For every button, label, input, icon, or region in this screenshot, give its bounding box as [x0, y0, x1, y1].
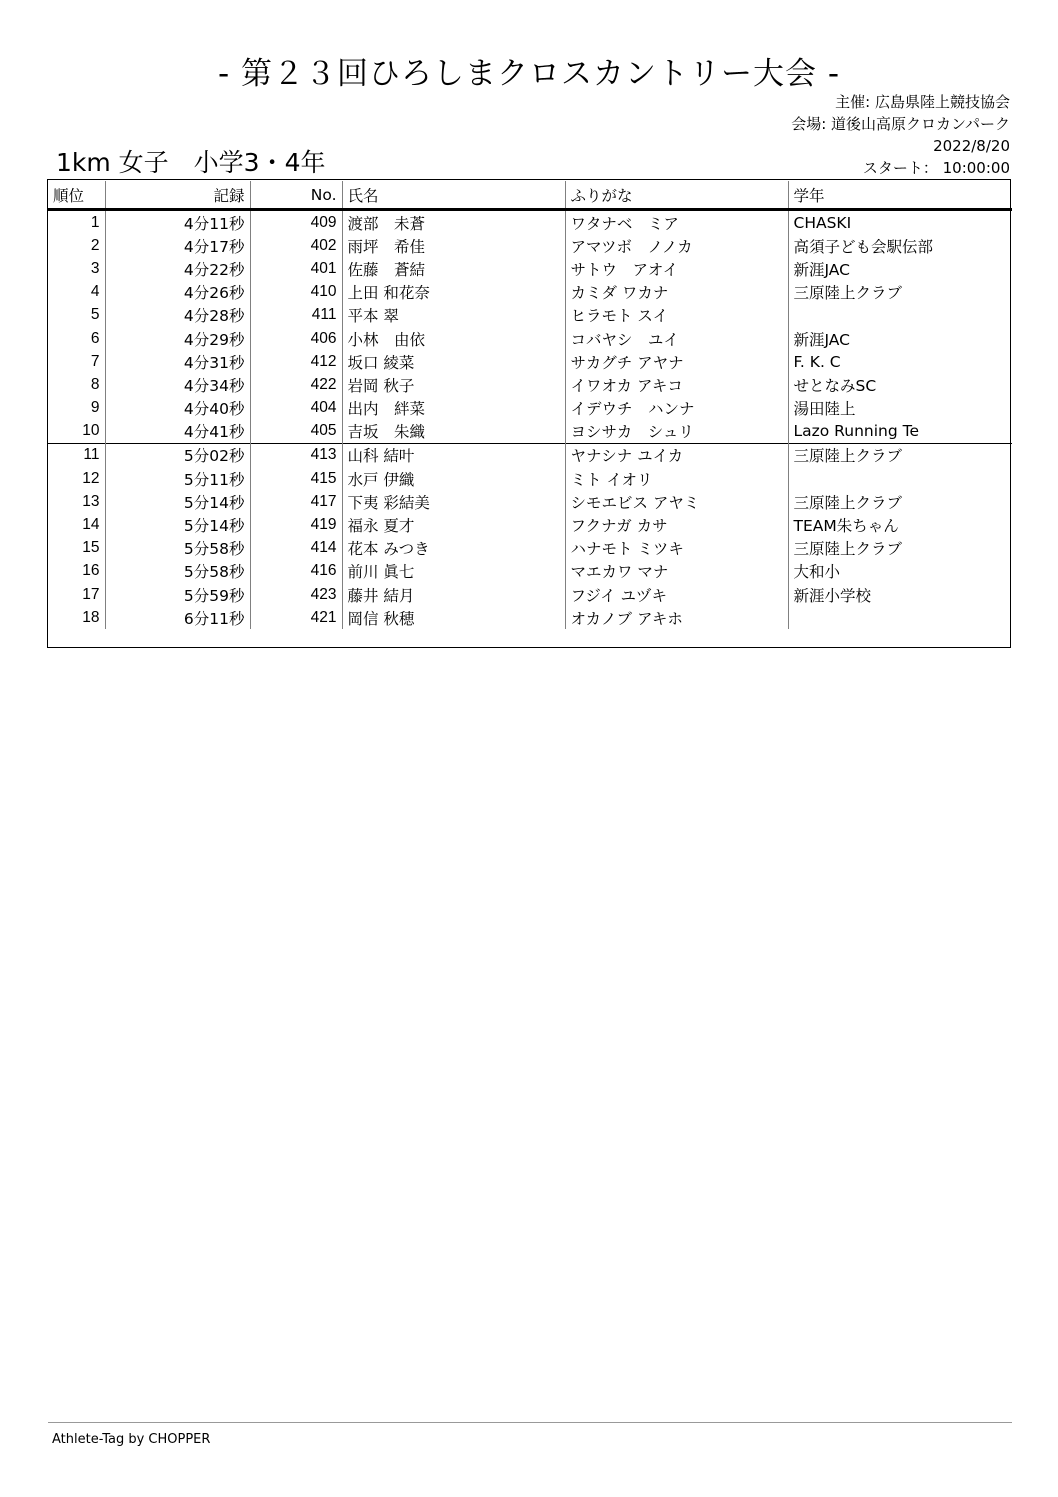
cell-no: 412 — [250, 350, 342, 373]
cell-name: 吉坂 朱織 — [342, 420, 565, 444]
cell-name: 前川 眞七 — [342, 560, 565, 583]
table-row — [48, 490, 1012, 513]
cell-rank: 5 — [90, 306, 100, 324]
cell-team: 新涯JAC — [788, 327, 1012, 350]
cell-no: 406 — [250, 327, 342, 350]
results-table — [48, 181, 1012, 629]
cell-team: 湯田陸上 — [788, 397, 1012, 420]
cell-kana: ミト イオリ — [565, 467, 788, 490]
cell-rank: 6 — [90, 329, 100, 347]
cell-kana: ヤナシナ ユイカ — [565, 443, 788, 467]
cell-team: 大和小 — [788, 560, 1012, 583]
cell-name: 岡信 秋穂 — [342, 606, 565, 629]
cell-no: 409 — [250, 210, 342, 235]
cell-kana: ヨシサカ シュリ — [565, 420, 788, 444]
cell-name: 花本 みつき — [342, 537, 565, 560]
cell-name: 上田 和花奈 — [342, 281, 565, 304]
cell-no: 419 — [250, 513, 342, 536]
cell-no: 402 — [250, 234, 342, 257]
footer-divider — [48, 1422, 1012, 1423]
cell-kana: オカノブ アキホ — [565, 606, 788, 629]
start-time-text: スタート： 10:00:00 — [862, 159, 1010, 177]
header-team: 学年 — [788, 181, 1012, 210]
cell-no: 415 — [250, 467, 342, 490]
cell-time: 4分29秒 — [105, 327, 250, 350]
cell-rank: 17 — [82, 585, 100, 603]
cell-name: 下夷 彩結美 — [342, 490, 565, 513]
organizer-text: 主催: 広島県陸上競技協会 — [835, 93, 1010, 111]
cell-no: 413 — [250, 443, 342, 467]
cell-time: 4分28秒 — [105, 304, 250, 327]
cell-kana: シモエビス アヤミ — [565, 490, 788, 513]
cell-time: 4分11秒 — [105, 210, 250, 235]
cell-kana: アマツボ ノノカ — [565, 234, 788, 257]
cell-no: 414 — [250, 537, 342, 560]
cell-kana: ハナモト ミツキ — [565, 537, 788, 560]
table-row — [48, 513, 1012, 536]
cell-name: 平本 翠 — [342, 304, 565, 327]
table-row — [48, 327, 1012, 350]
cell-time: 5分58秒 — [105, 537, 250, 560]
cell-rank: 7 — [90, 352, 100, 370]
cell-no: 423 — [250, 583, 342, 606]
event-title: 1km 女子 小学3・4年 — [56, 148, 326, 177]
cell-no: 410 — [250, 281, 342, 304]
cell-rank: 18 — [82, 608, 100, 626]
cell-time: 5分58秒 — [105, 560, 250, 583]
cell-name: 福永 夏才 — [342, 513, 565, 536]
cell-rank: 9 — [90, 399, 100, 417]
cell-kana: サカグチ アヤナ — [565, 350, 788, 373]
table-row — [48, 257, 1012, 280]
table-row — [48, 560, 1012, 583]
header-kana: ふりがな — [565, 181, 788, 210]
cell-team: 新涯小学校 — [788, 583, 1012, 606]
cell-time: 4分31秒 — [105, 350, 250, 373]
date-text: 2022/8/20 — [933, 137, 1010, 155]
cell-name: 小林 由依 — [342, 327, 565, 350]
cell-team — [788, 467, 1012, 490]
cell-time: 5分14秒 — [105, 490, 250, 513]
cell-team: 三原陸上クラブ — [788, 281, 1012, 304]
cell-time: 4分34秒 — [105, 373, 250, 396]
results-body — [48, 210, 1012, 630]
table-row — [48, 583, 1012, 606]
cell-team: せとなみSC — [788, 373, 1012, 396]
cell-kana: フクナガ カサ — [565, 513, 788, 536]
cell-rank: 12 — [82, 469, 100, 487]
table-row — [48, 467, 1012, 490]
cell-name: 山科 結叶 — [342, 443, 565, 467]
table-row — [48, 420, 1012, 444]
cell-team — [788, 304, 1012, 327]
cell-name: 坂口 綾菜 — [342, 350, 565, 373]
cell-rank: 14 — [82, 516, 100, 534]
cell-no: 422 — [250, 373, 342, 396]
page-title: - 第２３回ひろしまクロスカントリー大会 - — [217, 56, 841, 92]
cell-rank: 8 — [90, 375, 100, 393]
cell-team: 三原陸上クラブ — [788, 443, 1012, 467]
cell-rank: 16 — [82, 562, 100, 580]
cell-name: 出内 絆菜 — [342, 397, 565, 420]
cell-kana: イデウチ ハンナ — [565, 397, 788, 420]
venue-text: 会場: 道後山高原クロカンパーク — [791, 115, 1010, 133]
cell-time: 6分11秒 — [105, 606, 250, 629]
cell-no: 421 — [250, 606, 342, 629]
table-row — [48, 397, 1012, 420]
cell-name: 渡部 未蒼 — [342, 210, 565, 235]
cell-rank: 4 — [90, 283, 100, 301]
cell-team: 高須子ども会駅伝部 — [788, 234, 1012, 257]
cell-rank: 1 — [90, 213, 100, 231]
cell-no: 417 — [250, 490, 342, 513]
cell-time: 5分59秒 — [105, 583, 250, 606]
cell-team: F. K. C — [788, 350, 1012, 373]
cell-no: 404 — [250, 397, 342, 420]
cell-time: 4分40秒 — [105, 397, 250, 420]
cell-no: 416 — [250, 560, 342, 583]
cell-time: 5分11秒 — [105, 467, 250, 490]
cell-name: 岩岡 秋子 — [342, 373, 565, 396]
cell-no: 401 — [250, 257, 342, 280]
cell-rank: 10 — [82, 422, 100, 440]
table-row — [48, 606, 1012, 629]
cell-kana: マエカワ マナ — [565, 560, 788, 583]
table-row — [48, 443, 1012, 467]
cell-team — [788, 606, 1012, 629]
cell-name: 藤井 結月 — [342, 583, 565, 606]
cell-team: 三原陸上クラブ — [788, 537, 1012, 560]
table-row — [48, 281, 1012, 304]
cell-rank: 15 — [82, 539, 100, 557]
cell-kana: カミダ ワカナ — [565, 281, 788, 304]
cell-no: 405 — [250, 420, 342, 444]
cell-team: Lazo Running Te — [788, 420, 1012, 444]
cell-rank: 13 — [82, 492, 100, 510]
cell-time: 4分41秒 — [105, 420, 250, 444]
header-rank: 順位 — [53, 186, 85, 205]
table-row — [48, 210, 1012, 235]
cell-rank: 2 — [90, 236, 100, 254]
cell-rank: 3 — [90, 259, 100, 277]
cell-rank: 11 — [48, 443, 105, 467]
cell-time: 5分02秒 — [105, 443, 250, 467]
cell-name: 水戸 伊織 — [342, 467, 565, 490]
cell-time: 4分26秒 — [105, 281, 250, 304]
cell-kana: イワオカ アキコ — [565, 373, 788, 396]
header-time: 記録 — [105, 181, 250, 210]
footer-credit: Athlete-Tag by CHOPPER — [52, 1432, 211, 1447]
cell-time: 4分22秒 — [105, 257, 250, 280]
cell-team: 三原陸上クラブ — [788, 490, 1012, 513]
cell-kana: フジイ ユヅキ — [565, 583, 788, 606]
cell-kana: ワタナベ ミア — [565, 210, 788, 235]
cell-kana: コバヤシ ユイ — [565, 327, 788, 350]
cell-no: 411 — [250, 304, 342, 327]
table-row — [48, 373, 1012, 396]
table-header-row — [48, 181, 1012, 210]
cell-name: 佐藤 蒼結 — [342, 257, 565, 280]
cell-name: 雨坪 希佳 — [342, 234, 565, 257]
cell-kana: サトウ アオイ — [565, 257, 788, 280]
cell-team: TEAM朱ちゃん — [788, 513, 1012, 536]
cell-kana: ヒラモト スイ — [565, 304, 788, 327]
cell-time: 4分17秒 — [105, 234, 250, 257]
header-no: No. — [250, 181, 342, 210]
table-row — [48, 304, 1012, 327]
header-name: 氏名 — [342, 181, 565, 210]
table-row — [48, 350, 1012, 373]
cell-time: 5分14秒 — [105, 513, 250, 536]
cell-team: 新涯JAC — [788, 257, 1012, 280]
table-row — [48, 234, 1012, 257]
cell-team: CHASKI — [788, 210, 1012, 235]
table-row — [48, 537, 1012, 560]
